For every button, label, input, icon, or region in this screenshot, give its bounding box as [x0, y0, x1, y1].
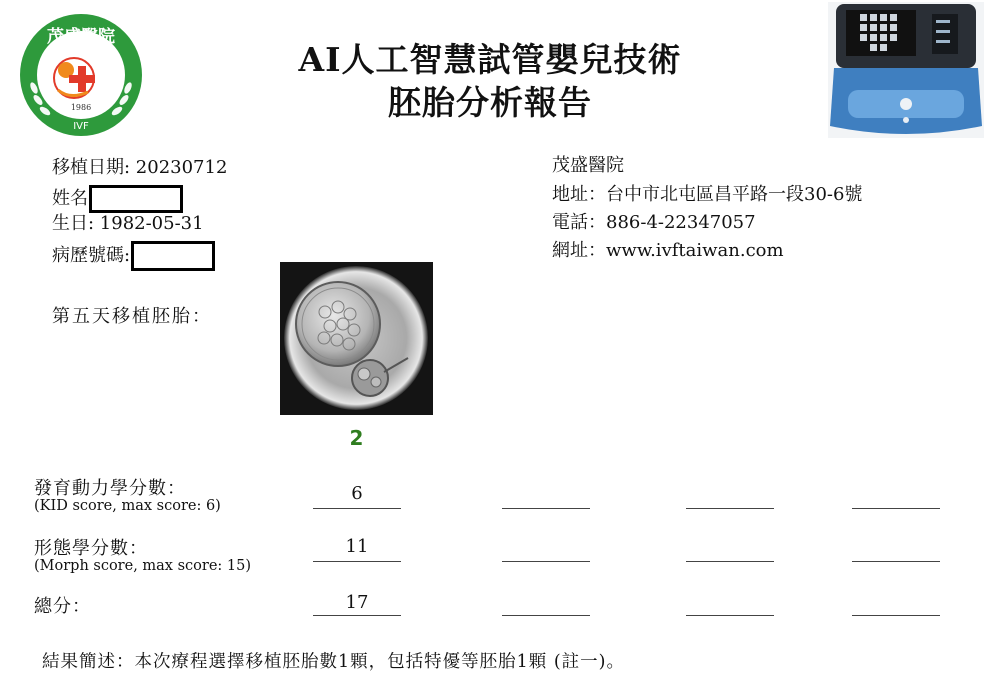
morph-score-subtitle: (Morph score, max score: 15) — [34, 558, 252, 574]
day5-embryo-label: 第五天移植胚胎： — [52, 306, 212, 327]
clinic-address: 地址：台中市北屯區昌平路一段30-6號 — [552, 184, 863, 205]
morph-score-line-4 — [852, 561, 940, 562]
record-number-row — [52, 241, 215, 271]
total-score-value: 17 — [345, 592, 369, 613]
name-redaction — [89, 185, 183, 213]
kid-score-line-1 — [313, 508, 401, 509]
total-score-line-3 — [686, 615, 774, 616]
birth-date: 生日: 1982-05-31 — [52, 213, 204, 234]
kid-score-line-3 — [686, 508, 774, 509]
clinic-website: 網址：www.ivftaiwan.com — [552, 240, 784, 261]
result-summary: 結果簡述：本次療程選擇移植胚胎數1顆，包括特優等胚胎1顆 (註一)。 — [42, 652, 625, 672]
morph-score-line-3 — [686, 561, 774, 562]
kid-score-line-4 — [852, 508, 940, 509]
logo-text: 茂盛醫院 — [47, 27, 115, 47]
incubator-device-image — [828, 2, 984, 138]
transfer-date: 移植日期: 20230712 — [52, 157, 228, 178]
name-row — [52, 185, 183, 213]
hospital-logo — [18, 12, 144, 138]
clinic-name: 茂盛醫院 — [552, 155, 624, 176]
clinic-phone: 電話：886-4-22347057 — [552, 212, 756, 233]
record-label: 病歷號碼: — [52, 245, 131, 266]
total-score-line-1 — [313, 615, 401, 616]
total-score-line-4 — [852, 615, 940, 616]
kid-score-line-2 — [502, 508, 590, 509]
total-score-line-2 — [502, 615, 590, 616]
embryo-image — [280, 262, 433, 415]
kid-score-label: 發育動力學分數： — [34, 478, 186, 499]
morph-score-value: 11 — [345, 536, 369, 557]
logo-year: 1986 — [70, 103, 92, 112]
report-subtitle: 胚胎分析報告 — [388, 83, 592, 122]
embryo-number: 2 — [349, 426, 364, 450]
record-redaction — [131, 241, 215, 271]
morph-score-line-2 — [502, 561, 590, 562]
name-label: 姓名 — [52, 188, 88, 209]
morph-score-line-1 — [313, 561, 401, 562]
report-title: AI人工智慧試管嬰兒技術 — [298, 40, 682, 79]
kid-score-value: 6 — [351, 483, 363, 504]
total-score-label: 總分： — [34, 596, 91, 617]
kid-score-subtitle: (KID score, max score: 6) — [34, 498, 221, 514]
logo-ivf: IVF — [73, 121, 89, 132]
morph-score-label: 形態學分數： — [34, 538, 148, 559]
